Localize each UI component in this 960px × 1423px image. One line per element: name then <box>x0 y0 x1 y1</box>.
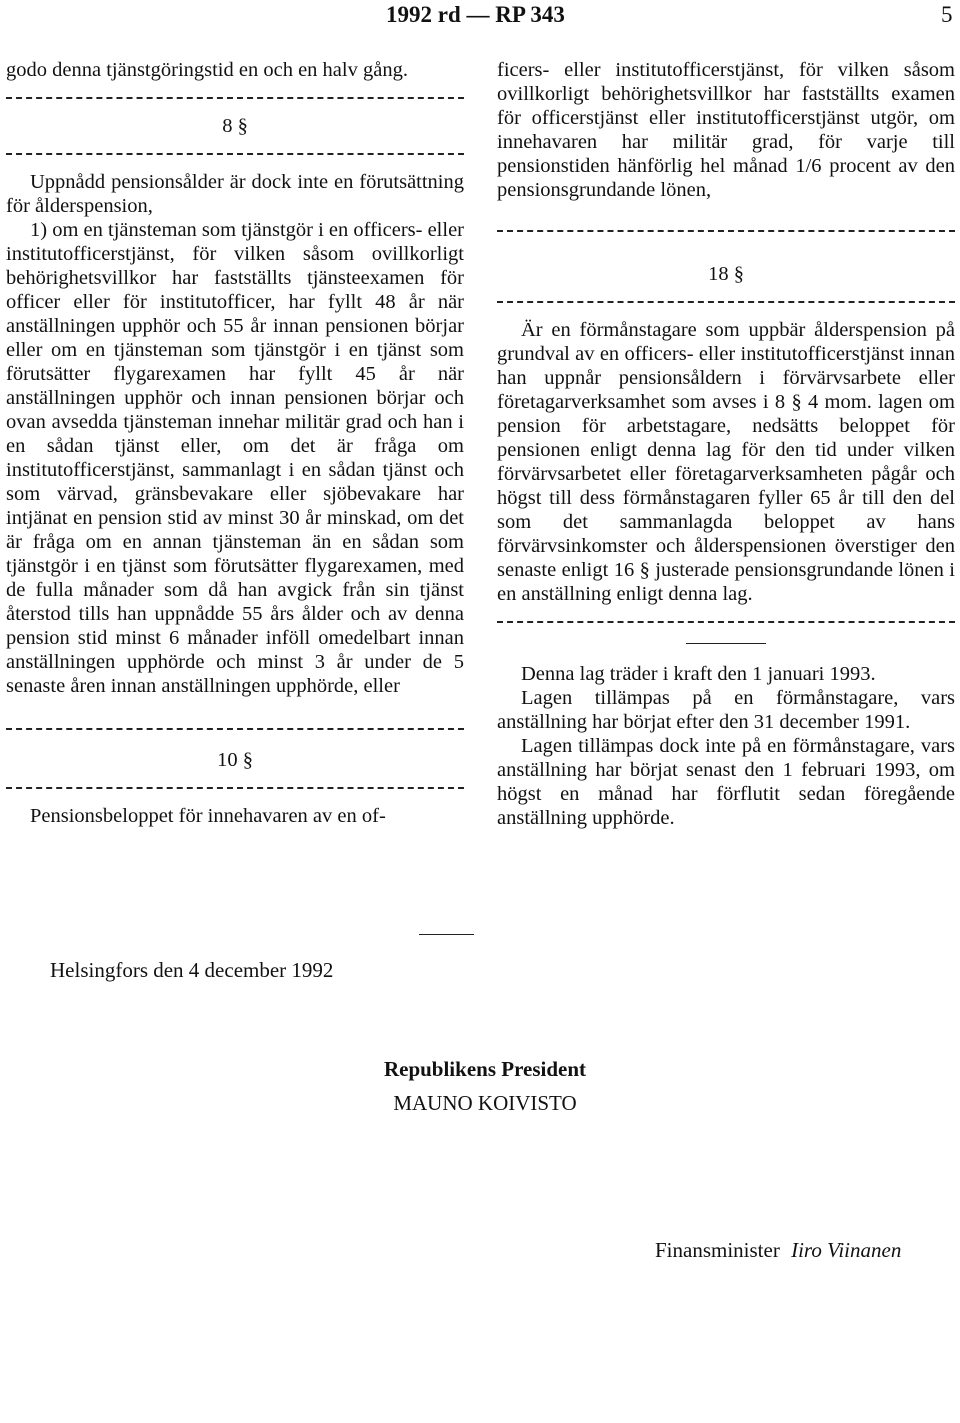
place-date: Helsingfors den 4 december 1992 <box>50 958 334 982</box>
section-heading-8: 8 § <box>222 115 248 137</box>
dashed-separator <box>6 153 464 155</box>
effective-paragraph-2: Lagen tillämpas på en förmånstagare, vars anställning har börjat efter den 31 december 1991. <box>497 687 955 733</box>
section-8-paragraph-1: Uppnådd pensionsålder är dock inte en förutsättning för ålderspension, <box>6 171 464 217</box>
page-number: 5 <box>941 2 953 27</box>
section-18-paragraph-1: Är en förmånstagare som uppbär ålderspension på grundval av en officers- eller institutofficerstjänst innan han uppnår pensionsåldern i förvärvsarbete eller företagarverksamhet som avses i 8 § 4 mom. lagen om pension för arbetstagare, nedsätts beloppet för pensionen enligt denna lag för den tid under vilken förvärvsarbetet eller företagarverksamheten pågår och högst till dess förmånstagaren fyller 65 år till den del som det sammanlagda beloppet av hans förvärvsinkomster och ålderspensionen överstiger den senaste enligt 16 § justerade pensionsgrundande lönen i en anställning enligt denna lag. <box>497 319 955 605</box>
end-rule <box>419 934 474 935</box>
effective-paragraph-1: Denna lag träder i kraft den 1 januari 1993. <box>521 663 876 685</box>
section-8-paragraph-2: 1) om en tjänsteman som tjänstgör i en officers- eller institutofficerstjänst, för vilken såsom ovillkorligt behörighetsvillkor har fastställts tjänsteexamen för officer eller för institutofficer, har fyllt 48 år när anställningen upphör och 55 år innan pensionen börjar eller om en tjänsteman som tjänstgör i en tjänst som förutsätter flygarexamen har fyllt 45 år när anställningen upphör och innan pensionen börjar och ovan avsedda tjänsteman innehar militär grad och han i en sådan tjänst eller, om det är fråga om institutofficerstjänst, sammanlagt i en sådan tjänst och som värvad, gränsbevakare eller sjöbevakare har intjänat en pension stid av minst 30 år minskad, om det är fråga om en annan tjänsteman än en sådan som tjänstgör i en tjänst som förutsätter flygarexamen, med de fulla månader som då han avgick från sin tjänst återstod tills han uppnådde 55 års ålder och av denna pension stid minst 6 månader inföll omedelbart innan anställningen upphörde och minst 3 år under de 5 senaste åren innan anställningen upphörde, eller <box>6 219 464 697</box>
dashed-separator <box>6 728 464 730</box>
section-heading-10: 10 § <box>217 749 253 771</box>
minister-name: Iiro Viinanen <box>791 1238 902 1262</box>
continuation-paragraph: ficers- eller institutofficerstjänst, för vilken såsom ovillkorligt behörighetsvillkor har fastställts examen för officerstjänst eller institutofficerstjänst utgör, om innehavaren har militär grad, för varje till pensionstiden hänförlig hel månad 1/6 procent av den pensionsgrundande lönen, <box>497 59 955 201</box>
dashed-separator <box>497 621 955 623</box>
section-heading-18: 18 § <box>708 263 744 285</box>
president-signature <box>370 1052 600 1120</box>
minister-title: Finansminister <box>655 1238 780 1262</box>
document-title: 1992 rd — RP 343 <box>386 2 565 27</box>
minister-signature <box>655 1238 901 1263</box>
effective-paragraph-3: Lagen tillämpas dock inte på en förmånstagare, vars anställning har börjat senast den 1 februari 1993, om högst en månad har förflutit sedan föregående anställning upphörde. <box>497 735 955 829</box>
dashed-separator <box>497 301 955 303</box>
section-10-paragraph-1: Pensionsbeloppet för innehavaren av en of- <box>30 805 386 827</box>
president-title: Republikens President <box>383 1057 587 1081</box>
right-column <box>497 58 955 830</box>
president-name: MAUNO KOIVISTO <box>393 1091 577 1115</box>
dashed-separator <box>6 787 464 789</box>
separator-rule <box>686 643 766 644</box>
page-header <box>0 2 960 32</box>
dashed-separator <box>6 97 464 99</box>
dashed-separator <box>497 230 955 232</box>
intro-paragraph: godo denna tjänstgöringstid en och en halv gång. <box>6 59 408 81</box>
left-column <box>6 58 464 828</box>
